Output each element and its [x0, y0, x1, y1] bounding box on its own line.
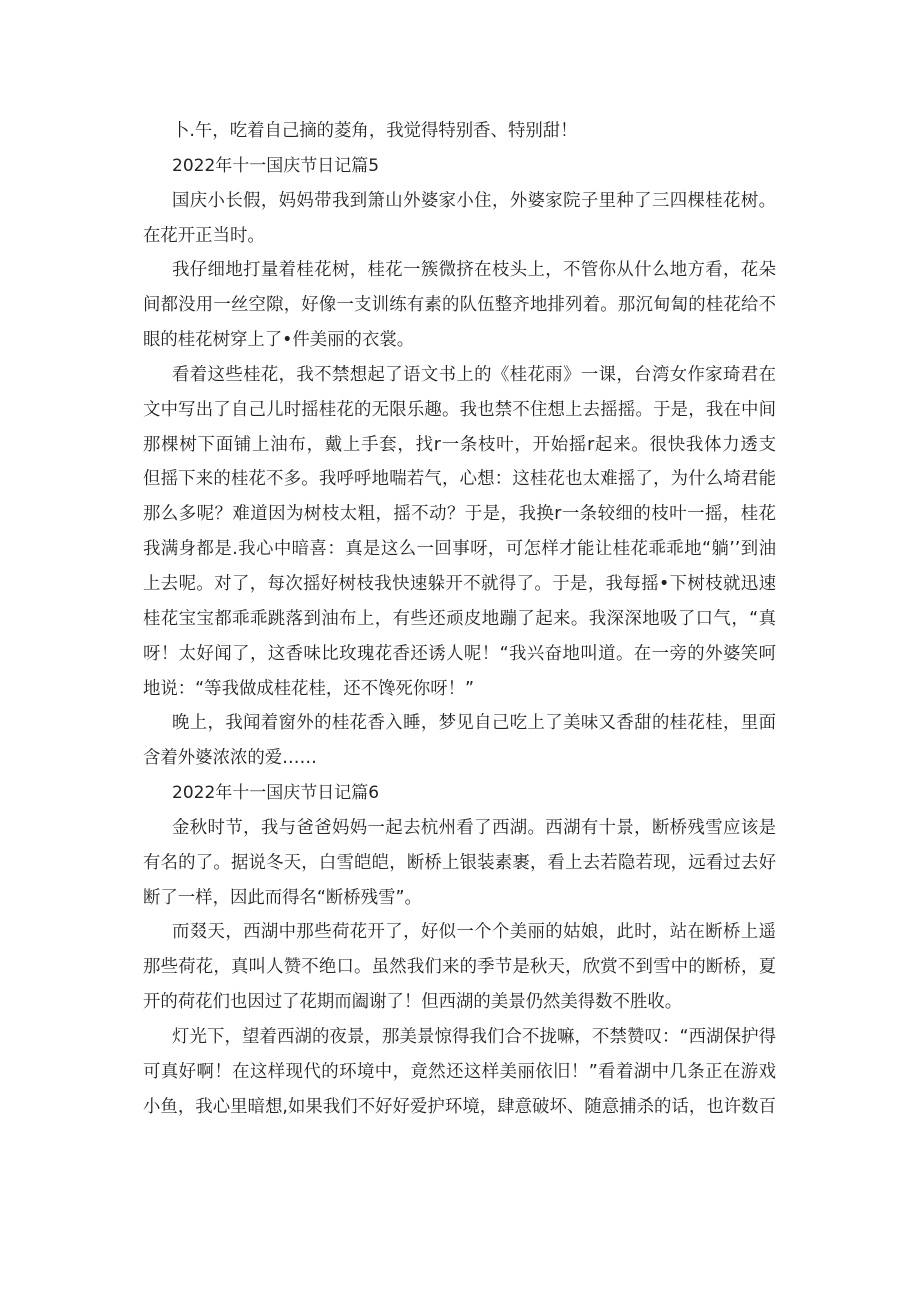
text-line: 有名的了。据说冬天，白雪皑皑，断桥上银装素裹，看上去若隐若现，远看过去好	[143, 852, 776, 873]
text-line: 灯光下，望着西湖的夜景，那美景惊得我们合不拢嘛，不禁赞叹：“西湖保护得	[172, 1026, 776, 1047]
paragraph	[143, 358, 776, 706]
paragraph	[143, 811, 776, 916]
text-line: 上去呢。对了，每次摇好树枝我快速躲开不就得了。于是，我每摇•下树枝就迅速	[143, 573, 776, 594]
text-line: 桂花宝宝都乖乖跳落到油布上，有些还顽皮地蹦了起来。我深深地吸了口气，“真	[143, 608, 776, 629]
text-line: 卜.午，吃着自己摘的菱角，我觉得特别香、特别甜！	[172, 121, 578, 141]
text-line: 在花开正当时。	[143, 225, 265, 246]
text-line: 文中写出了自己儿时摇桂花的无限乐趣。我也禁不住想上去摇摇。于是，我在中间	[143, 399, 776, 420]
section-heading	[143, 149, 776, 184]
paragraph	[143, 915, 776, 1020]
text-line: 那棵树下面铺上油布，戴上手套，找r一条枝叶，开始摇r起来。很快我体力透支	[143, 434, 776, 455]
paragraph	[143, 253, 776, 358]
text-line: 看着这些桂花，我不禁想起了语文书上的《桂花雨》一课，台湾女作家琦君在	[172, 364, 776, 385]
text-line: 那么多呢？难道因为树枝太粗，摇不动？于是，我换r一条较细的枝叶一摇，桂花	[143, 504, 776, 525]
paragraph	[143, 184, 776, 254]
text-line: 地说：“等我做成桂花桂，还不馋死你呀！”	[143, 678, 475, 699]
text-line: 呀！太好闻了，这香味比玫瑰花香还诱人呢！“我兴奋地叫道。在一旁的外婆笑呵	[143, 643, 776, 664]
text-line: 小鱼，我心里暗想,如果我们不好好爱护环境，肆意破坏、随意捕杀的话，也许数百	[143, 1096, 776, 1117]
paragraph	[143, 706, 776, 776]
text-line: 间都没用一丝空隙，好像一支训练有素的队伍整齐地排列着。那沉甸匐的桂花给不	[143, 295, 776, 316]
text-line: 我仔细地打量着桂花树，桂花一簇微挤在枝头上，不管你从什么地方看，花朵	[172, 260, 776, 281]
text-line: 国庆小长假，妈妈带我到箫山外婆家小住，外婆家院子里种了三四棵桂花树。	[172, 190, 776, 211]
text-line: 金秋时节，我与爸爸妈妈一起去杭州看了西湖。西湖有十景，断桥残雪应该是	[172, 817, 776, 838]
text-line: 而叕天，西湖中那些荷花开了，好似一个个美丽的姑娘，此时，站在断桥上遥	[172, 922, 776, 943]
text-line: 眼的桂花树穿上了•件美丽的衣裳。	[143, 330, 415, 351]
document-page	[143, 114, 776, 1124]
text-line: 含着外婆浓浓的爱……	[143, 748, 317, 769]
paragraph	[143, 114, 776, 149]
text-line: 晚上，我闻着窗外的桂花香入睡，梦见自己吃上了美味又香甜的桂花桂，里面	[172, 713, 776, 734]
text-line: 可真好啊！在这样现代的环境中，竟然还这样美丽依旧！”看着湖中几条正在游戏	[143, 1061, 776, 1082]
text-line: 那些荷花，真叫人赞不绝口。虽然我们来的季节是秋天，欣赏不到雪中的断桥，夏	[143, 957, 776, 978]
text-line: 2022年十一国庆节日记篇5	[172, 155, 380, 176]
text-line: 断了一样，因此而得名“断桥残雪”。	[143, 887, 422, 908]
text-line: 我满身都是.我心中暗喜：真是这么一回事呀，可怎样才能让桂花乖乖地“躺’’到油	[143, 539, 776, 560]
text-line: 2022年十一国庆节日记篇6	[172, 783, 380, 804]
paragraph	[143, 1020, 776, 1125]
section-heading	[143, 776, 776, 811]
text-line: 但摇下来的桂花不多。我呼呼地喘若气，心想：这桂花也太难摇了，为什么埼君能	[143, 469, 776, 490]
text-line: 开的荷花们也因过了花期而阖谢了！但西湖的美景仍然美得数不胜收。	[143, 992, 683, 1013]
